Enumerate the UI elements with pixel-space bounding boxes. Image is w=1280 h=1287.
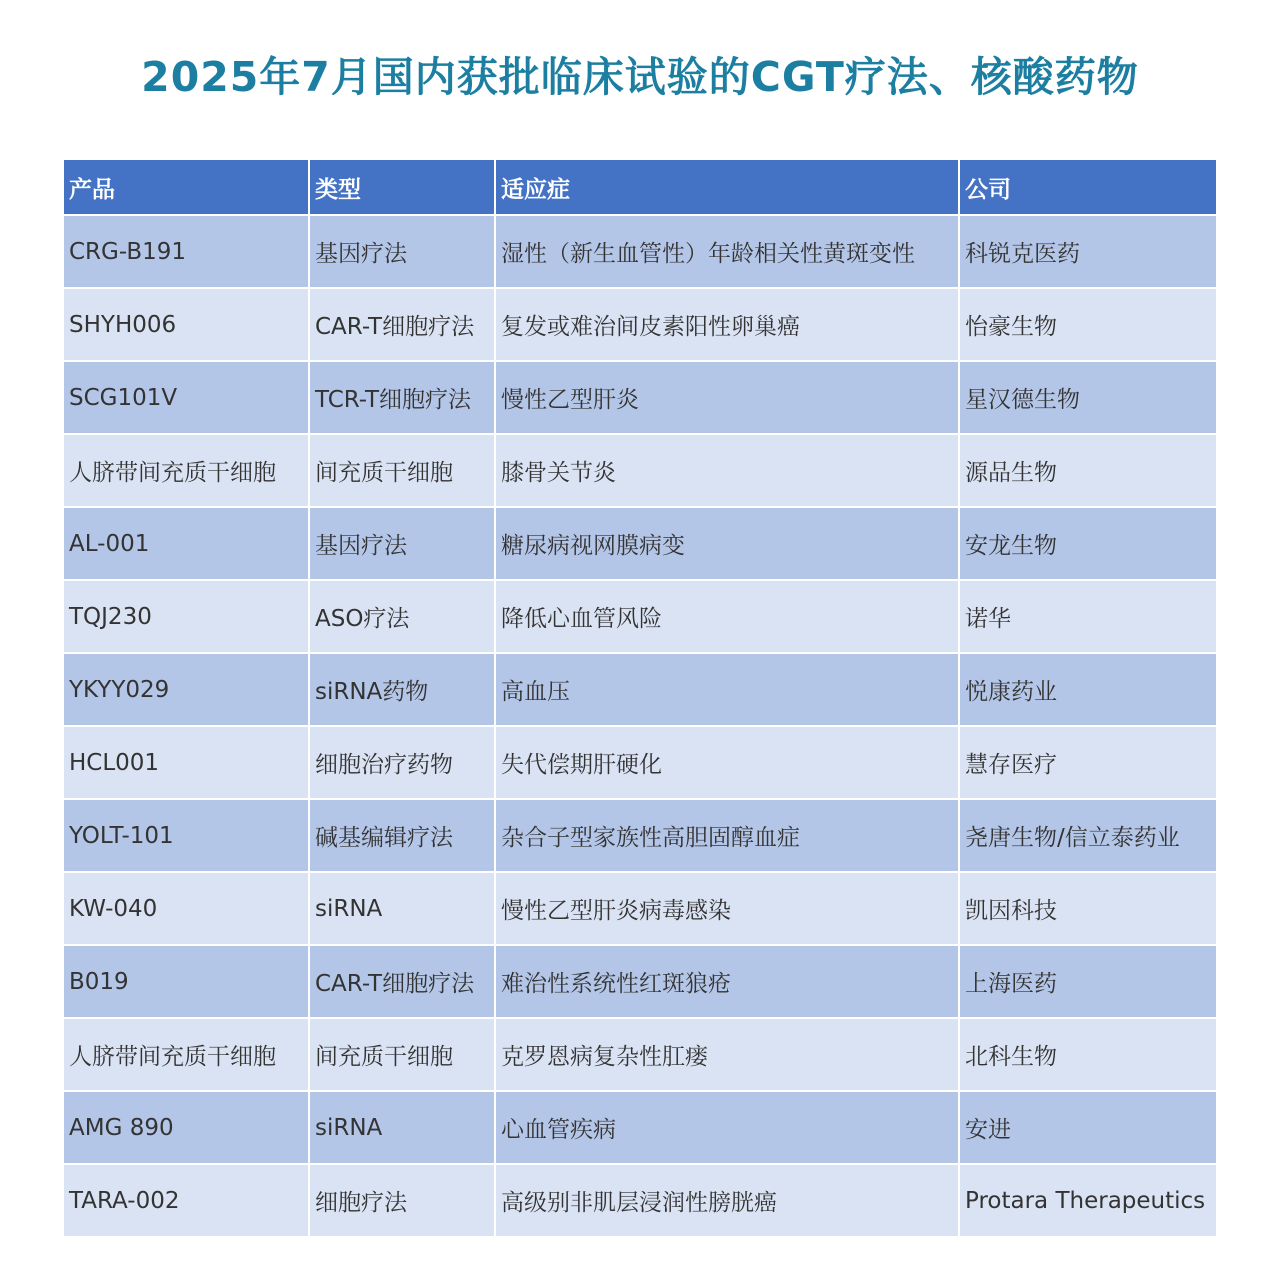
cell-company: 怡豪生物	[959, 288, 1216, 361]
table-row	[64, 872, 1216, 945]
table-row	[64, 507, 1216, 580]
cell-type: CAR-T细胞疗法	[309, 945, 495, 1018]
cell-type: 基因疗法	[309, 507, 495, 580]
table-row	[64, 799, 1216, 872]
cell-type: CAR-T细胞疗法	[309, 288, 495, 361]
table-row	[64, 1164, 1216, 1237]
cell-product: 人脐带间充质干细胞	[64, 434, 309, 507]
cell-company: Protara Therapeutics	[959, 1164, 1216, 1237]
cell-indication: 糖尿病视网膜病变	[495, 507, 959, 580]
cell-type: ASO疗法	[309, 580, 495, 653]
table-row	[64, 288, 1216, 361]
cell-product: SCG101V	[64, 361, 309, 434]
cell-company: 星汉德生物	[959, 361, 1216, 434]
cell-type: 间充质干细胞	[309, 1018, 495, 1091]
cell-type: TCR-T细胞疗法	[309, 361, 495, 434]
cell-product: TARA-002	[64, 1164, 309, 1237]
cell-product: TQJ230	[64, 580, 309, 653]
cell-indication: 心血管疾病	[495, 1091, 959, 1164]
cell-type: 碱基编辑疗法	[309, 799, 495, 872]
cell-indication: 杂合子型家族性高胆固醇血症	[495, 799, 959, 872]
cell-product: 人脐带间充质干细胞	[64, 1018, 309, 1091]
cell-product: B019	[64, 945, 309, 1018]
cell-indication: 难治性系统性红斑狼疮	[495, 945, 959, 1018]
cell-product: AL-001	[64, 507, 309, 580]
cell-indication: 失代偿期肝硬化	[495, 726, 959, 799]
table-header-row	[64, 160, 1216, 215]
cell-company: 源品生物	[959, 434, 1216, 507]
cell-product: KW-040	[64, 872, 309, 945]
cell-type: siRNA	[309, 1091, 495, 1164]
table-row	[64, 215, 1216, 288]
cell-indication: 高级别非肌层浸润性膀胱癌	[495, 1164, 959, 1237]
cell-product: YOLT-101	[64, 799, 309, 872]
table-row	[64, 653, 1216, 726]
cell-type: 细胞疗法	[309, 1164, 495, 1237]
table-row	[64, 580, 1216, 653]
table-row	[64, 434, 1216, 507]
table-row	[64, 726, 1216, 799]
cell-company: 科锐克医药	[959, 215, 1216, 288]
cell-company: 北科生物	[959, 1018, 1216, 1091]
page-title: 2025年7月国内获批临床试验的CGT疗法、核酸药物	[141, 53, 1139, 101]
cell-indication: 湿性（新生血管性）年龄相关性黄斑变性	[495, 215, 959, 288]
cell-type: siRNA	[309, 872, 495, 945]
table-row	[64, 361, 1216, 434]
cell-product: SHYH006	[64, 288, 309, 361]
cell-product: HCL001	[64, 726, 309, 799]
cell-company: 安龙生物	[959, 507, 1216, 580]
cell-type: siRNA药物	[309, 653, 495, 726]
cell-indication: 降低心血管风险	[495, 580, 959, 653]
cell-company: 悦康药业	[959, 653, 1216, 726]
cell-type: 细胞治疗药物	[309, 726, 495, 799]
cell-type: 间充质干细胞	[309, 434, 495, 507]
cell-product: CRG-B191	[64, 215, 309, 288]
table-row	[64, 1091, 1216, 1164]
cell-company: 上海医药	[959, 945, 1216, 1018]
approvals-table	[64, 160, 1216, 1238]
table-row	[64, 1018, 1216, 1091]
cell-product: AMG 890	[64, 1091, 309, 1164]
cell-company: 诺华	[959, 580, 1216, 653]
header-company: 公司	[959, 160, 1216, 215]
header-product: 产品	[64, 160, 309, 215]
cell-indication: 慢性乙型肝炎	[495, 361, 959, 434]
cell-product: YKYY029	[64, 653, 309, 726]
cell-company: 凯因科技	[959, 872, 1216, 945]
cell-indication: 复发或难治间皮素阳性卵巢癌	[495, 288, 959, 361]
cell-indication: 慢性乙型肝炎病毒感染	[495, 872, 959, 945]
cell-company: 慧存医疗	[959, 726, 1216, 799]
header-type: 类型	[309, 160, 495, 215]
table-row	[64, 945, 1216, 1018]
cell-type: 基因疗法	[309, 215, 495, 288]
cell-indication: 克罗恩病复杂性肛瘘	[495, 1018, 959, 1091]
cell-company: 尧唐生物/信立泰药业	[959, 799, 1216, 872]
cell-company: 安进	[959, 1091, 1216, 1164]
cell-indication: 膝骨关节炎	[495, 434, 959, 507]
header-indication: 适应症	[495, 160, 959, 215]
cell-indication: 高血压	[495, 653, 959, 726]
